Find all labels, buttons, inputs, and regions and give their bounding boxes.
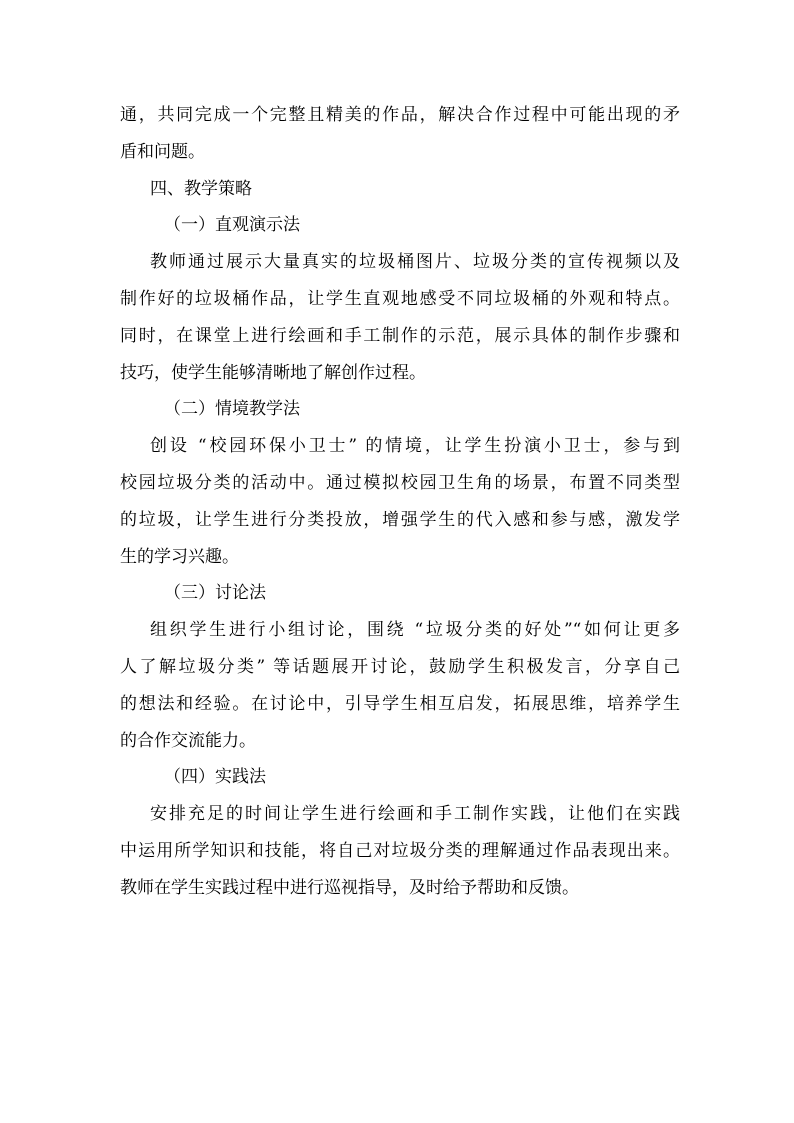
paragraph-line: 组织学生进行小组讨论，围绕 “垃圾分类的好处”“如何让更多 [150, 620, 680, 641]
subsection-heading: （四）实践法 [164, 767, 266, 788]
paragraph-line: 通，共同完成一个完整且精美的作品，解决合作过程中可能出现的矛 [120, 105, 680, 125]
paragraph-line: 人了解垃圾分类” 等话题展开讨论，鼓励学生积极发言，分享自己 [120, 656, 680, 677]
paragraph-line: 制作好的垃圾桶作品，让学生直观地感受不同垃圾桶的外观和特点。 [120, 288, 680, 309]
paragraph-line: 的合作交流能力。 [120, 730, 256, 751]
paragraph-line: 技巧，使学生能够清晰地了解创作过程。 [120, 362, 426, 383]
document-body [120, 97, 680, 907]
paragraph-line: 的垃圾，让学生进行分类投放，增强学生的代入感和参与感，激发学 [120, 509, 680, 530]
subsection-heading: （二）情境教学法 [164, 399, 300, 420]
paragraph-line: 教师通过展示大量真实的垃圾桶图片、垃圾分类的宣传视频以及 [150, 252, 680, 273]
subsection-heading: （一）直观演示法 [164, 215, 300, 236]
paragraph-line: 生的学习兴趣。 [120, 546, 239, 567]
paragraph-line: 教师在学生实践过程中进行巡视指导，及时给予帮助和反馈。 [120, 877, 579, 898]
paragraph-line: 盾和问题。 [120, 141, 205, 162]
paragraph-line: 同时，在课堂上进行绘画和手工制作的示范，展示具体的制作步骤和 [120, 325, 680, 346]
paragraph-line: 中运用所学知识和技能，将自己对垃圾分类的理解通过作品表现出来。 [120, 840, 680, 861]
section-heading: 四、教学策略 [150, 178, 252, 199]
paragraph-line: 创设 “校园环保小卫士” 的情境，让学生扮演小卫士，参与到 [150, 436, 680, 457]
paragraph-line: 的想法和经验。在讨论中，引导学生相互启发，拓展思维，培养学生 [120, 693, 680, 714]
subsection-heading: （三）讨论法 [164, 583, 266, 604]
paragraph-line: 安排充足的时间让学生进行绘画和手工制作实践，让他们在实践 [150, 804, 680, 825]
paragraph-line: 校园垃圾分类的活动中。通过模拟校园卫生角的场景，布置不同类型 [120, 472, 680, 493]
